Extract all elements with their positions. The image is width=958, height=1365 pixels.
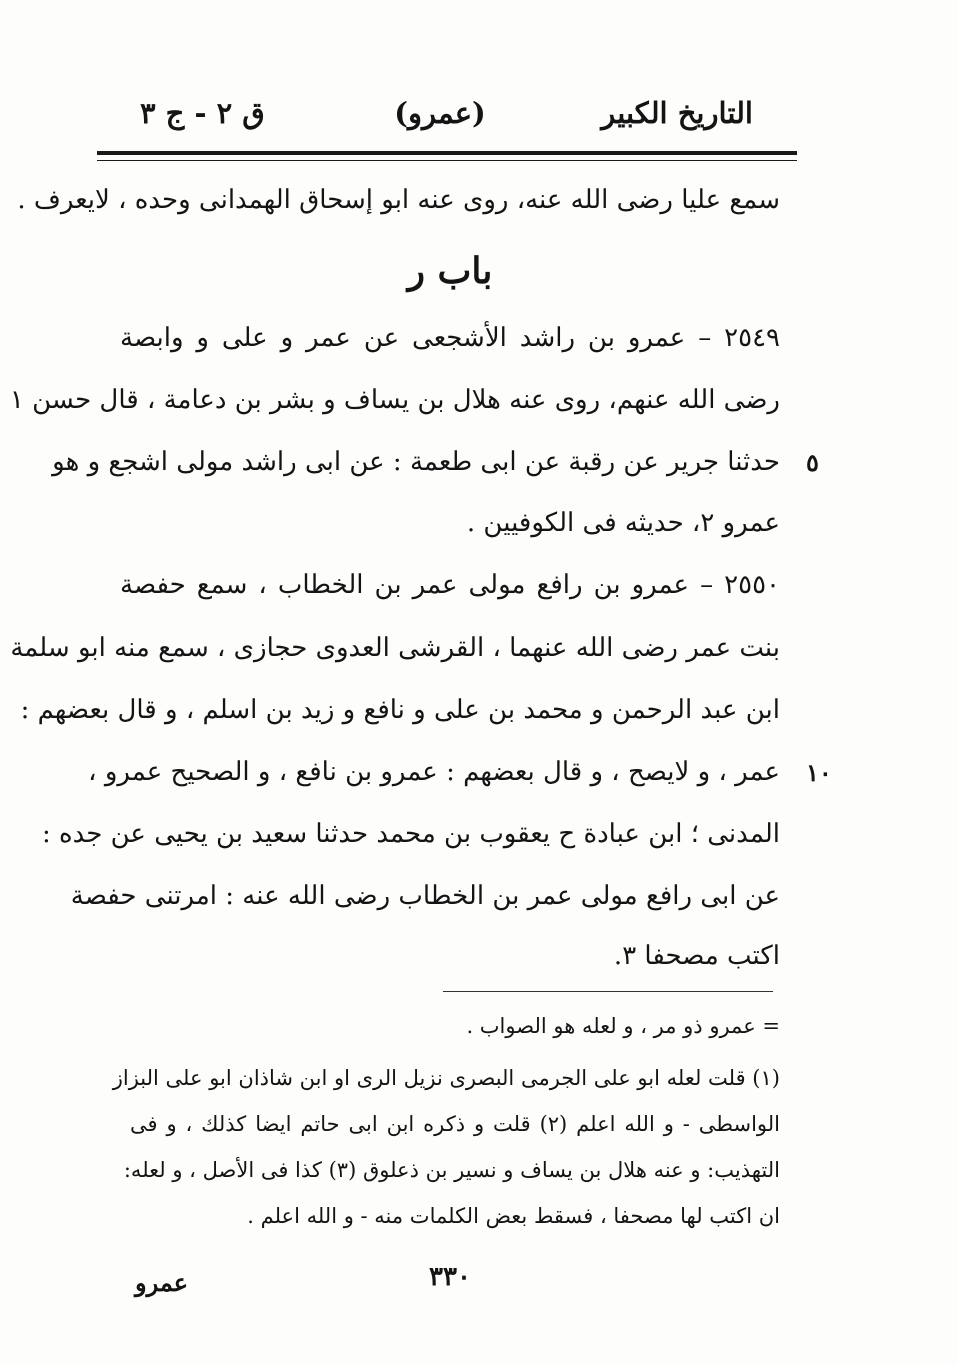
footnote-line: (١) قلت لعله ابو على الجرمى البصرى نزيل الرى او ابن شاذان ابو على البزاز: [112, 1066, 780, 1090]
page-number: ٣٣٠: [429, 1262, 471, 1292]
entry-2549-line: ٢٥٤٩ – عمرو بن راشد الأشجعى عن عمر و على و وابصة: [120, 323, 780, 353]
running-title: التاريخ الكبير: [601, 96, 753, 130]
footnote-line: ان اكتب لها مصحفا ، فسقط بعض الكلمات منه - و الله اعلم .: [247, 1204, 780, 1228]
chapter-title: باب ر: [407, 250, 493, 292]
volume-label: ق ٢ - ج ٣: [140, 96, 265, 130]
entry-2549-line: عمرو ٢، حديثه فى الكوفيين .: [466, 508, 780, 538]
entry-2550-line: ٢٥٥٠ – عمرو بن رافع مولى عمر بن الخطاب ، سمع حفصة: [120, 570, 780, 600]
body-line: سمع عليا رضى الله عنه، روى عنه ابو إسحاق الهمدانى وحده ، لايعرف .: [17, 185, 780, 215]
header-rule-thick: [97, 151, 797, 155]
entry-2550-line: اكتب مصحفا ٣.: [613, 941, 780, 971]
entry-2550-line: بنت عمر رضى الله عنهما ، القرشى العدوى حجازى ، سمع منه ابو سلمة: [10, 633, 780, 663]
footnote-line: الواسطى - و الله اعلم (٢) قلت و ذكره ابن ابى حاتم ايضا كذلك ، و فى: [130, 1112, 780, 1136]
entry-2550-line: عن ابى رافع مولى عمر بن الخطاب رضى الله عنه : امرتنى حفصة: [70, 881, 780, 911]
footnote-line: = عمرو ذو مر ، و لعله هو الصواب .: [466, 1014, 780, 1038]
entry-2549-line: رضى الله عنهم، روى عنه هلال بن يساف و بشر بن دعامة ، قال حسن ١: [9, 385, 780, 415]
section-label: (عمرو): [394, 96, 486, 130]
footnote-separator: [443, 991, 773, 992]
entry-2550-line: ابن عبد الرحمن و محمد بن على و نافع و زيد بن اسلم ، و قال بعضهم :: [20, 695, 780, 725]
line-number-5: ٥: [806, 448, 819, 477]
footnote-line: التهذيب: و عنه هلال بن يساف و نسير بن ذعلوق (٣) كذا فى الأصل ، و لعله:: [123, 1158, 780, 1182]
header-rule-thin: [97, 160, 797, 161]
entry-2550-line: المدنى ؛ ابن عبادة ح يعقوب بن محمد حدثنا سعيد بن يحيى عن جده :: [42, 819, 780, 849]
entry-2549-line: حدثنا جرير عن رقبة عن ابى طعمة : عن ابى راشد مولى اشجع و هو: [52, 447, 780, 477]
catchword: عمرو: [135, 1268, 189, 1297]
line-number-10: ١٠: [806, 758, 832, 787]
entry-2550-line: عمر ، و لايصح ، و قال بعضهم : عمرو بن نافع ، و الصحيح عمرو ،: [88, 757, 780, 787]
